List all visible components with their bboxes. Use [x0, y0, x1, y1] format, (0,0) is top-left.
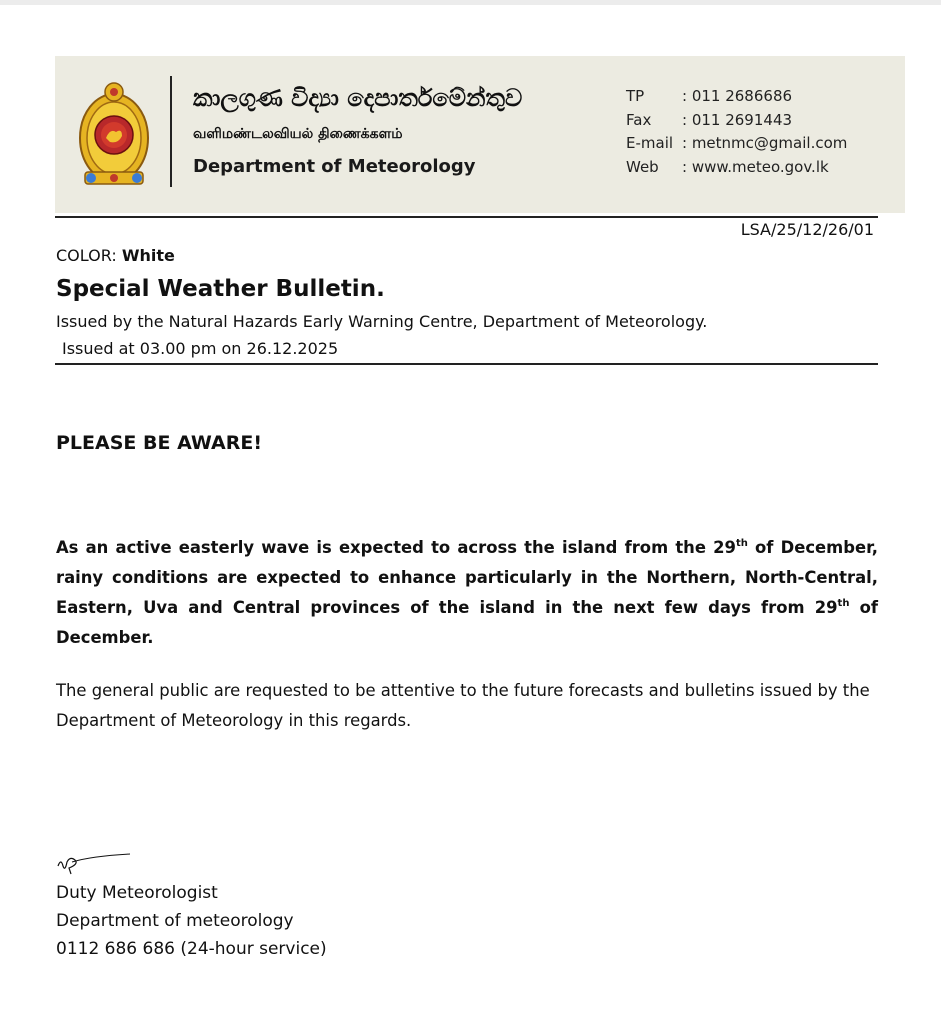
contact-value: : 011 2691443 [682, 110, 793, 129]
contact-key: Web [626, 157, 659, 176]
contact-row-tp [626, 87, 847, 111]
alert-heading: PLEASE BE AWARE! [56, 432, 263, 454]
warning-text-part: of December, rainy conditions are expected to enhance particularly in the Northern, North-Central, Eastern, Uva and Central provinces of the island in the next few days from 29 [56, 538, 878, 617]
color-value: White [121, 246, 175, 265]
ordinal-suffix: th [735, 538, 748, 549]
contact-value: : metnmc@gmail.com [682, 134, 848, 152]
header-rule [55, 216, 878, 218]
signatory-department: Department of meteorology [56, 911, 294, 931]
issued-at: Issued at 03.00 pm on 26.12.2025 [62, 339, 339, 358]
contact-details [626, 87, 847, 181]
signature-block [56, 879, 327, 963]
department-name-sinhala: කාලගුණ විද්‍යා දෙපාර්තමේන්තුව [193, 84, 523, 112]
color-label: COLOR: [56, 246, 122, 265]
signatory-title: Duty Meteorologist [56, 883, 218, 903]
issued-by: Issued by the Natural Hazards Early Warning Centre, Department of Meteorology. [56, 312, 708, 331]
handwritten-signature [56, 848, 136, 878]
warning-paragraph [56, 533, 878, 653]
warning-text-part: of December. [56, 598, 878, 647]
contact-key: Fax [626, 110, 652, 129]
contact-key: E-mail [626, 134, 674, 152]
bulletin-title: Special Weather Bulletin. [56, 276, 385, 302]
warning-text-part: As an active easterly wave is expected to across the island from the 29 [56, 538, 736, 557]
department-name-tamil: வளிமண்டலவியல் திணைக்களம் [193, 126, 403, 142]
contact-row-email [626, 134, 847, 158]
ordinal-suffix: th [837, 598, 850, 609]
letterhead [55, 56, 905, 213]
color-code [56, 246, 175, 265]
contact-value: : www.meteo.gov.lk [682, 157, 829, 176]
contact-key: TP [626, 87, 645, 105]
top-border [0, 0, 941, 5]
contact-row-web [626, 158, 847, 182]
sri-lanka-emblem-icon [77, 76, 151, 188]
header-divider [170, 76, 172, 187]
signatory-phone: 0112 686 686 (24-hour service) [56, 939, 327, 959]
advice-paragraph: The general public are requested to be attentive to the future forecasts and bulletins issued by the Department of Meteorology in this regards. [56, 681, 870, 730]
section-rule [55, 363, 878, 365]
contact-row-fax [626, 111, 847, 135]
reference-number: LSA/25/12/26/01 [740, 220, 874, 239]
contact-value: : 011 2686686 [682, 87, 793, 105]
department-name-english: Department of Meteorology [193, 156, 476, 177]
